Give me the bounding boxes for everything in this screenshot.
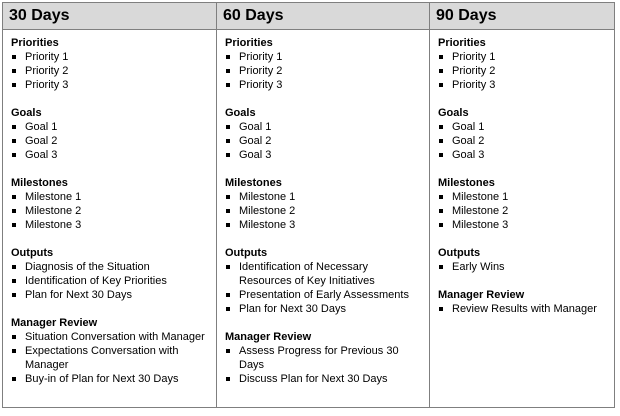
section-manager-review bbox=[11, 316, 210, 386]
column-60-days bbox=[217, 30, 430, 408]
section-title: Manager Review bbox=[11, 317, 98, 329]
list-item: Milestone 1 bbox=[225, 190, 423, 204]
content-row bbox=[3, 30, 615, 408]
bullet-list bbox=[11, 50, 210, 92]
list-item: Goal 2 bbox=[11, 134, 210, 148]
bullet-list bbox=[11, 260, 210, 302]
bullet-list bbox=[225, 260, 423, 316]
list-item: Priority 1 bbox=[225, 50, 423, 64]
bullet-list bbox=[225, 190, 423, 232]
section-priorities bbox=[225, 36, 423, 92]
list-item: Priority 1 bbox=[438, 50, 608, 64]
column-30-days bbox=[3, 30, 217, 408]
bullet-list bbox=[438, 302, 608, 316]
list-item: Discuss Plan for Next 30 Days bbox=[225, 372, 423, 386]
list-item: Milestone 3 bbox=[438, 218, 608, 232]
bullet-list bbox=[438, 190, 608, 232]
bullet-list bbox=[438, 120, 608, 162]
bullet-list bbox=[225, 344, 423, 386]
section-milestones bbox=[438, 176, 608, 232]
bullet-list bbox=[225, 120, 423, 162]
list-item: Assess Progress for Previous 30 Days bbox=[225, 344, 423, 372]
section-title: Goals bbox=[438, 107, 469, 119]
column-header-30-days: 30 Days bbox=[3, 3, 217, 30]
section-priorities bbox=[11, 36, 210, 92]
list-item: Milestone 2 bbox=[225, 204, 423, 218]
bullet-list bbox=[11, 330, 210, 386]
section-milestones bbox=[225, 176, 423, 232]
list-item: Priority 2 bbox=[225, 64, 423, 78]
bullet-list bbox=[11, 190, 210, 232]
list-item: Identification of Necessary Resources of Key Initiatives bbox=[225, 260, 423, 288]
list-item: Milestone 1 bbox=[438, 190, 608, 204]
list-item: Goal 3 bbox=[225, 148, 423, 162]
list-item: Goal 1 bbox=[225, 120, 423, 134]
list-item: Situation Conversation with Manager bbox=[11, 330, 210, 344]
section-manager-review bbox=[438, 288, 608, 316]
list-item: Review Results with Manager bbox=[438, 302, 608, 316]
list-item: Presentation of Early Assessments bbox=[225, 288, 423, 302]
section-title: Milestones bbox=[225, 177, 282, 189]
list-item: Expectations Conversation with Manager bbox=[11, 344, 210, 372]
list-item: Diagnosis of the Situation bbox=[11, 260, 210, 274]
list-item: Goal 1 bbox=[438, 120, 608, 134]
list-item: Priority 2 bbox=[438, 64, 608, 78]
section-title: Outputs bbox=[225, 247, 268, 259]
list-item: Goal 2 bbox=[438, 134, 608, 148]
section-goals bbox=[11, 106, 210, 162]
list-item: Milestone 3 bbox=[225, 218, 423, 232]
section-manager-review bbox=[225, 330, 423, 386]
section-outputs bbox=[11, 246, 210, 302]
section-title: Milestones bbox=[11, 177, 68, 189]
section-title: Priorities bbox=[225, 37, 273, 49]
list-item: Priority 2 bbox=[11, 64, 210, 78]
list-item: Plan for Next 30 Days bbox=[225, 302, 423, 316]
plan-table bbox=[2, 2, 615, 408]
column-header-60-days: 60 Days bbox=[217, 3, 430, 30]
bullet-list bbox=[11, 120, 210, 162]
list-item: Milestone 2 bbox=[438, 204, 608, 218]
section-title: Goals bbox=[11, 107, 42, 119]
list-item: Priority 1 bbox=[11, 50, 210, 64]
bullet-list bbox=[438, 260, 608, 274]
list-item: Buy-in of Plan for Next 30 Days bbox=[11, 372, 210, 386]
section-outputs bbox=[438, 246, 608, 274]
list-item: Priority 3 bbox=[438, 78, 608, 92]
section-title: Outputs bbox=[438, 247, 481, 259]
column-header-90-days: 90 Days bbox=[430, 3, 615, 30]
section-goals bbox=[225, 106, 423, 162]
list-item: Priority 3 bbox=[225, 78, 423, 92]
section-title: Manager Review bbox=[225, 331, 312, 343]
section-milestones bbox=[11, 176, 210, 232]
list-item: Milestone 3 bbox=[11, 218, 210, 232]
list-item: Plan for Next 30 Days bbox=[11, 288, 210, 302]
list-item: Goal 3 bbox=[438, 148, 608, 162]
section-title: Milestones bbox=[438, 177, 495, 189]
list-item: Milestone 2 bbox=[11, 204, 210, 218]
section-title: Goals bbox=[225, 107, 256, 119]
section-title: Outputs bbox=[11, 247, 54, 259]
list-item: Goal 3 bbox=[11, 148, 210, 162]
section-title: Priorities bbox=[438, 37, 486, 49]
list-item: Milestone 1 bbox=[11, 190, 210, 204]
list-item: Early Wins bbox=[438, 260, 608, 274]
list-item: Priority 3 bbox=[11, 78, 210, 92]
section-title: Manager Review bbox=[438, 289, 525, 301]
list-item: Goal 1 bbox=[11, 120, 210, 134]
section-outputs bbox=[225, 246, 423, 316]
column-90-days bbox=[430, 30, 615, 408]
section-priorities bbox=[438, 36, 608, 92]
section-goals bbox=[438, 106, 608, 162]
bullet-list bbox=[225, 50, 423, 92]
list-item: Goal 2 bbox=[225, 134, 423, 148]
bullet-list bbox=[438, 50, 608, 92]
list-item: Identification of Key Priorities bbox=[11, 274, 210, 288]
section-title: Priorities bbox=[11, 37, 59, 49]
header-row bbox=[3, 3, 615, 30]
